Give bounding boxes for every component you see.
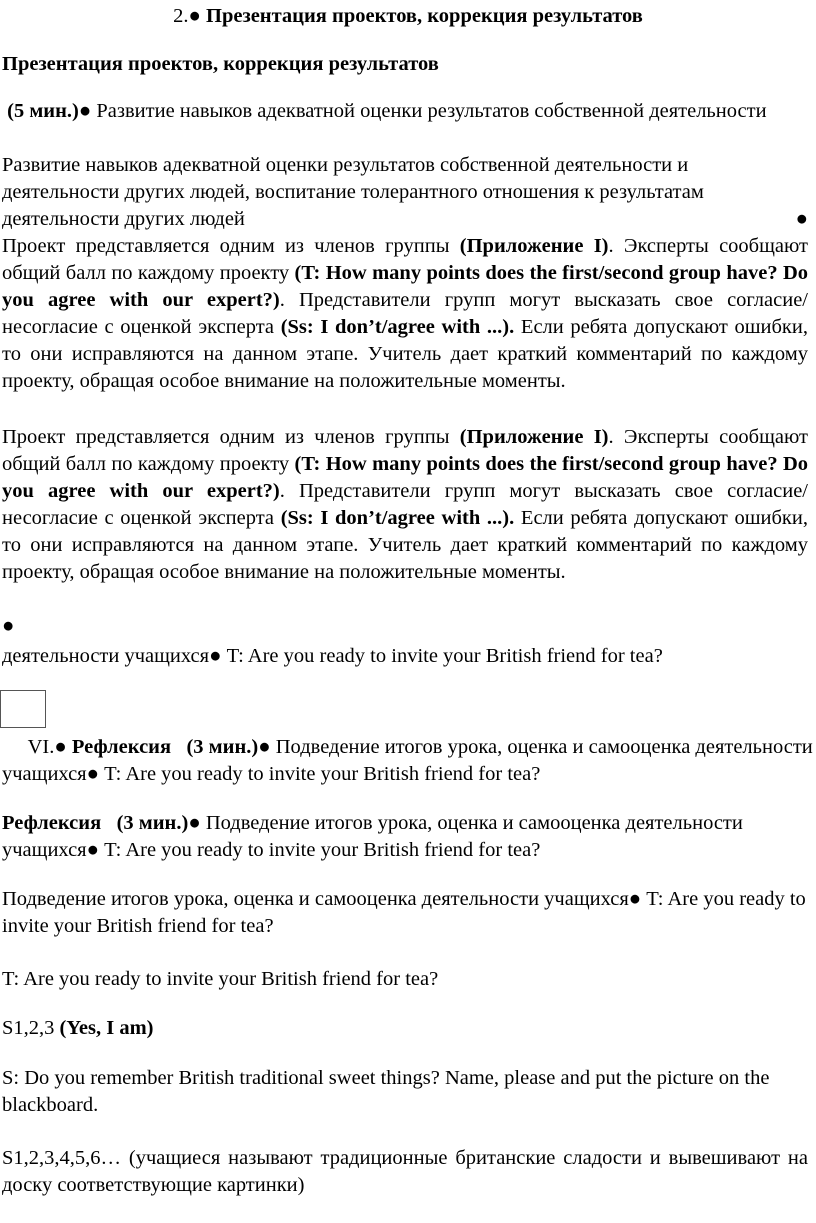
summary-paragraph: Подведение итогов урока, оценка и самооценка деятельности учащихся● T: Are you ready to invite your British friend for tea? — [2, 888, 806, 937]
heading-title: Презентация проектов, коррекция результатов — [206, 5, 643, 27]
section-title: Рефлексия — [71, 736, 172, 758]
section-number: VI. — [27, 736, 55, 758]
section-time: (3 мин.) — [186, 736, 259, 758]
project-paragraph: Проект представляется одним из членов группы (Приложение I). Эксперты сообщают общий балл по каждому проекту (T: How many points does the first/second group have? Do you agree with our expert?). Представители групп могут высказать свое согласие/несогласие с оценкой эксперта (Ss: I don’t/agree with ...). Если ребята допускают ошибки, то они исправляются на данном этапе. Учитель дает краткий комментарий по каждому проекту, обращая особое внимание на положительные моменты. — [2, 426, 808, 583]
time-line — [2, 98, 808, 125]
students-activity: S1,2,3,4,5,6… (учащиеся называют традиционные британские сладости и вывешивают на доску соответствующие картинки) — [2, 1147, 808, 1196]
bullet-icon: ● — [78, 100, 92, 122]
bullet-icon: ● — [258, 736, 271, 758]
bullet-icon: ● — [188, 5, 201, 27]
subheading: Презентация проектов, коррекция результатов — [2, 53, 439, 75]
bullet-icon: ● — [86, 763, 99, 785]
students-reply: S1,2,3 (Yes, I am) — [2, 1017, 154, 1039]
empty-box — [0, 690, 46, 728]
heading-number: 2. — [173, 5, 189, 27]
section-vi: VI.● Рефлексия (3 мин.)● Подведение итогов урока, оценка и самооценка деятельности учащихся● T: Are you ready to invite your British friend for tea? — [2, 736, 813, 785]
time-label: (5 мин.) — [7, 100, 79, 122]
teacher-question: T: Are you ready to invite your British friend for tea? — [2, 968, 439, 990]
reflexion-paragraph: Рефлексия (3 мин.)● Подведение итогов урока, оценка и самооценка деятельности учащихся● T: Are you ready to invite your British friend for tea? — [2, 812, 743, 861]
bullet-icon: ● — [788, 208, 808, 230]
bullet-icon: ● — [86, 839, 99, 861]
bullet-icon: ● — [188, 812, 201, 834]
student-question: S: Do you remember British traditional sweet things? Name, please and put the picture on the blackboard. — [2, 1067, 770, 1116]
activity-line: деятельности учащихся● T: Are you ready to invite your British friend for tea? — [2, 645, 663, 667]
bullet-icon: ● — [628, 888, 642, 910]
aim-paragraph: Развитие навыков адекватной оценки результатов собственной деятельности и деятельности других людей, воспитание толерантного отношения к результатам деятельности других людей ● Проект представляется одним из членов группы (Приложение I). Эксперты сообщают общий балл по каждому проекту (T: How many points does the first/second group have? Do you agree with our expert?). Представители групп могут высказать свое согласие/несогласие с оценкой эксперта (Ss: I don’t/agree with ...). Если ребята допускают ошибки, то они исправляются на данном этапе. Учитель дает краткий комментарий по каждому проекту, обращая особое внимание на положительные моменты. — [2, 154, 808, 392]
time-line-text: Развитие навыков адекватной оценки результатов собственной деятельности — [96, 100, 767, 122]
section-heading — [2, 3, 814, 30]
bullet-icon: ● — [209, 645, 222, 667]
bullet-icon: ● — [2, 615, 15, 637]
bullet-icon: ● — [54, 736, 67, 758]
